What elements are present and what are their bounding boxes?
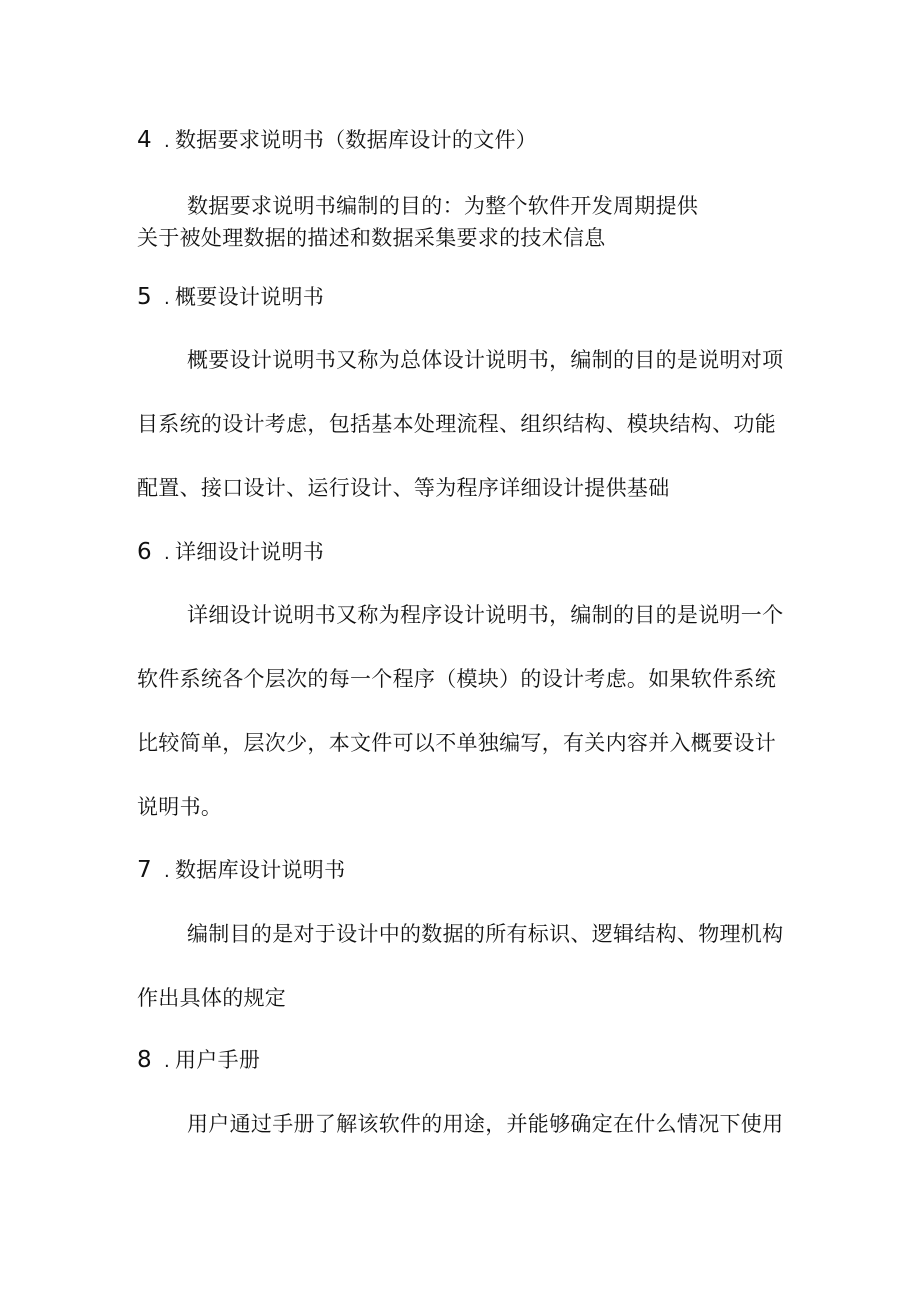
section-5-paragraph-line-3: 配置、接口设计、运行设计、等为程序详细设计提供基础	[137, 476, 670, 500]
section-4-paragraph-line-1: 数据要求说明书编制的目的：为整个软件开发周期提供	[187, 194, 699, 218]
section-separator: .	[163, 861, 171, 882]
section-6-paragraph-line-2: 软件系统各个层次的每一个程序（模块）的设计考虑。如果软件系统	[137, 667, 776, 691]
section-7-paragraph-line-2: 作出具体的规定	[137, 986, 287, 1010]
section-number: 7	[137, 857, 152, 883]
section-title: 详细设计说明书	[175, 540, 325, 564]
section-7-heading	[137, 856, 345, 886]
section-separator: .	[163, 1051, 171, 1072]
section-4-paragraph-line-2: 关于被处理数据的描述和数据采集要求的技术信息	[137, 226, 606, 250]
section-title: 概要设计说明书	[175, 285, 325, 309]
section-6-paragraph-line-1: 详细设计说明书又称为程序设计说明书，编制的目的是说明一个	[187, 603, 784, 627]
section-7-paragraph-line-1: 编制目的是对于设计中的数据的所有标识、逻辑结构、物理机构	[187, 922, 784, 946]
section-5-paragraph-line-2: 目系统的设计考虑，包括基本处理流程、组织结构、模块结构、功能	[137, 412, 776, 436]
section-number: 8	[137, 1047, 152, 1073]
section-title: 数据要求说明书（数据库设计的文件）	[175, 128, 538, 152]
section-title: 数据库设计说明书	[175, 858, 346, 882]
section-number: 4	[137, 127, 152, 153]
section-title: 用户手册	[175, 1048, 261, 1072]
section-8-heading	[137, 1046, 260, 1076]
section-6-paragraph-line-3: 比较简单，层次少，本文件可以不单独编写，有关内容并入概要设计	[137, 731, 776, 755]
section-separator: .	[163, 543, 171, 564]
section-6-heading	[137, 538, 324, 568]
section-separator: .	[163, 288, 171, 309]
section-separator: .	[163, 131, 171, 152]
section-number: 6	[137, 539, 152, 565]
section-6-paragraph-line-4: 说明书。	[137, 795, 223, 819]
section-5-paragraph-line-1: 概要设计说明书又称为总体设计说明书，编制的目的是说明对项	[187, 348, 784, 372]
section-number: 5	[137, 284, 152, 310]
section-5-heading	[137, 283, 324, 313]
section-8-paragraph-line-1: 用户通过手册了解该软件的用途，并能够确定在什么情况下使用	[187, 1112, 784, 1136]
section-4-heading	[137, 126, 537, 156]
